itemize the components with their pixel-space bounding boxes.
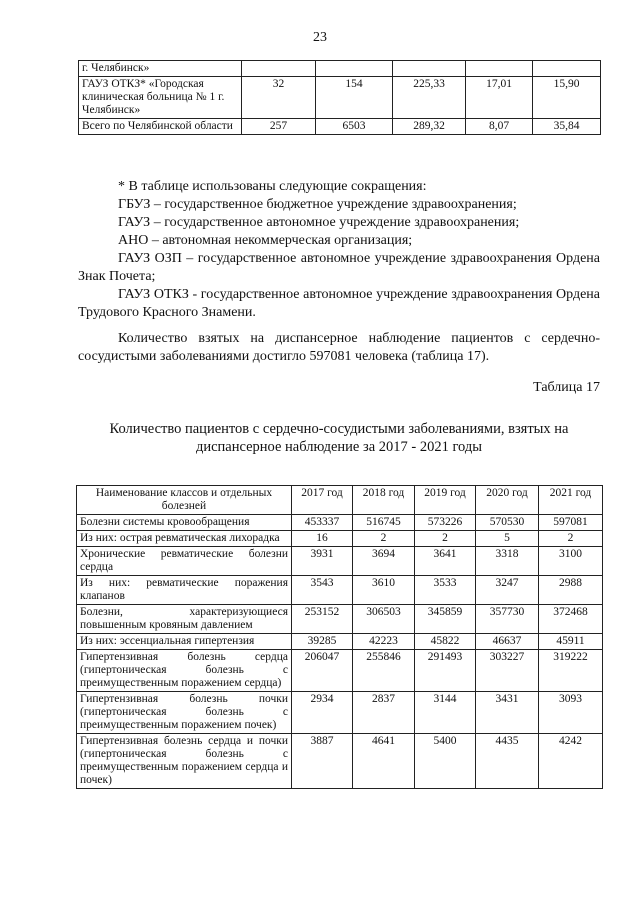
cell: 516745: [353, 515, 415, 531]
table-row: [77, 576, 603, 605]
note-gbuz: ГБУЗ – государственное бюджетное учреждение здравоохранения;: [118, 197, 517, 212]
row-name: Гипертензивная болезнь сердца и почки (гипертоническая болезнь с преимущественным поражением сердца и почек): [77, 734, 292, 789]
cell: 6503: [316, 119, 393, 135]
cell: 8,07: [466, 119, 533, 135]
body-paragraph: Количество взятых на диспансерное наблюдение пациентов с сердечно-сосудистыми заболеваниями достигло 597081 человека (таблица 17).: [78, 331, 600, 364]
cell: 2: [539, 531, 603, 547]
cell: 3100: [539, 547, 603, 576]
row-name: Из них: ревматические поражения клапанов: [77, 576, 292, 605]
cell: 319222: [539, 650, 603, 692]
cell: 3641: [415, 547, 476, 576]
cell: 345859: [415, 605, 476, 634]
header-name: Наименование классов и отдельных болезней: [77, 486, 292, 515]
table-row: [77, 634, 603, 650]
cell: 2: [415, 531, 476, 547]
row-name: Гипертензивная болезнь сердца (гипертоническая болезнь с преимущественным поражением сердца): [77, 650, 292, 692]
cell: 357730: [476, 605, 539, 634]
cell: 3144: [415, 692, 476, 734]
cell: [316, 61, 393, 77]
cell: 32: [242, 77, 316, 119]
cell: 257: [242, 119, 316, 135]
cell: 15,90: [533, 77, 601, 119]
table-row: [77, 692, 603, 734]
table-title: Количество пациентов с сердечно-сосудистыми заболеваниями, взятых на диспансерное наблюдение за 2017 - 2021 годы: [109, 421, 569, 455]
note-ano: АНО – автономная некоммерческая организация;: [118, 233, 413, 248]
cell: 225,33: [393, 77, 466, 119]
cell: [393, 61, 466, 77]
cell: 5: [476, 531, 539, 547]
table-row: [77, 547, 603, 576]
cell: 3543: [292, 576, 353, 605]
cell: 253152: [292, 605, 353, 634]
cell: [466, 61, 533, 77]
header-2017: 2017 год: [292, 486, 353, 515]
cell: 42223: [353, 634, 415, 650]
cell: 306503: [353, 605, 415, 634]
cell: 3318: [476, 547, 539, 576]
cell: 16: [292, 531, 353, 547]
cell: 597081: [539, 515, 603, 531]
cell: 4641: [353, 734, 415, 789]
cell: 3533: [415, 576, 476, 605]
cell: 573226: [415, 515, 476, 531]
table-header-row: [77, 486, 603, 515]
table-row: [77, 734, 603, 789]
cell: 570530: [476, 515, 539, 531]
cell: 3610: [353, 576, 415, 605]
cell: 2837: [353, 692, 415, 734]
cell: 372468: [539, 605, 603, 634]
main-table: [76, 485, 603, 789]
cell: 3431: [476, 692, 539, 734]
row-name: Болезни, характеризующиеся повышенным кровяным давлением: [77, 605, 292, 634]
note-gauz-ozp: ГАУЗ ОЗП – государственное автономное учреждение здравоохранения Ордена Знак Почета;: [78, 251, 600, 284]
cell: 35,84: [533, 119, 601, 135]
table-row: [79, 119, 601, 135]
cell: 453337: [292, 515, 353, 531]
cell: 45911: [539, 634, 603, 650]
row-name: Гипертензивная болезнь почки (гипертоническая болезнь с преимущественным поражением почек): [77, 692, 292, 734]
table-row: [79, 61, 601, 77]
header-2018: 2018 год: [353, 486, 415, 515]
table-row: [79, 77, 601, 119]
cell: 4242: [539, 734, 603, 789]
cell: 2988: [539, 576, 603, 605]
note-gauz-otkz: ГАУЗ ОТКЗ - государственное автономное учреждение здравоохранения Ордена Трудового Красного Знамени.: [78, 287, 600, 320]
cell: 3887: [292, 734, 353, 789]
cell: 45822: [415, 634, 476, 650]
top-table: [78, 60, 601, 135]
row-name: г. Челябинск»: [79, 61, 242, 77]
header-2021: 2021 год: [539, 486, 603, 515]
row-name: Всего по Челябинской области: [79, 119, 242, 135]
cell: 17,01: [466, 77, 533, 119]
row-name: Хронические ревматические болезни сердца: [77, 547, 292, 576]
row-name: ГАУЗ ОТКЗ* «Городская клиническая больница № 1 г. Челябинск»: [79, 77, 242, 119]
row-name: Болезни системы кровообращения: [77, 515, 292, 531]
row-name: Из них: эссенциальная гипертензия: [77, 634, 292, 650]
header-2020: 2020 год: [476, 486, 539, 515]
table-row: [77, 531, 603, 547]
page-number: 23: [313, 30, 327, 45]
cell: 2934: [292, 692, 353, 734]
cell: 206047: [292, 650, 353, 692]
table-row: [77, 515, 603, 531]
note-gauz: ГАУЗ – государственное автономное учреждение здравоохранения;: [118, 215, 520, 230]
cell: 2: [353, 531, 415, 547]
cell: [242, 61, 316, 77]
cell: 3247: [476, 576, 539, 605]
cell: [533, 61, 601, 77]
cell: 154: [316, 77, 393, 119]
row-name: Из них: острая ревматическая лихорадка: [77, 531, 292, 547]
abbreviation-notes: [78, 178, 600, 322]
notes-intro: * В таблице использованы следующие сокращения:: [118, 179, 427, 194]
cell: 5400: [415, 734, 476, 789]
cell: 39285: [292, 634, 353, 650]
table-row: [77, 650, 603, 692]
table-label: Таблица 17: [533, 380, 600, 395]
cell: 4435: [476, 734, 539, 789]
cell: 289,32: [393, 119, 466, 135]
header-2019: 2019 год: [415, 486, 476, 515]
cell: 255846: [353, 650, 415, 692]
cell: 3931: [292, 547, 353, 576]
cell: 3694: [353, 547, 415, 576]
cell: 46637: [476, 634, 539, 650]
cell: 291493: [415, 650, 476, 692]
cell: 303227: [476, 650, 539, 692]
cell: 3093: [539, 692, 603, 734]
table-row: [77, 605, 603, 634]
